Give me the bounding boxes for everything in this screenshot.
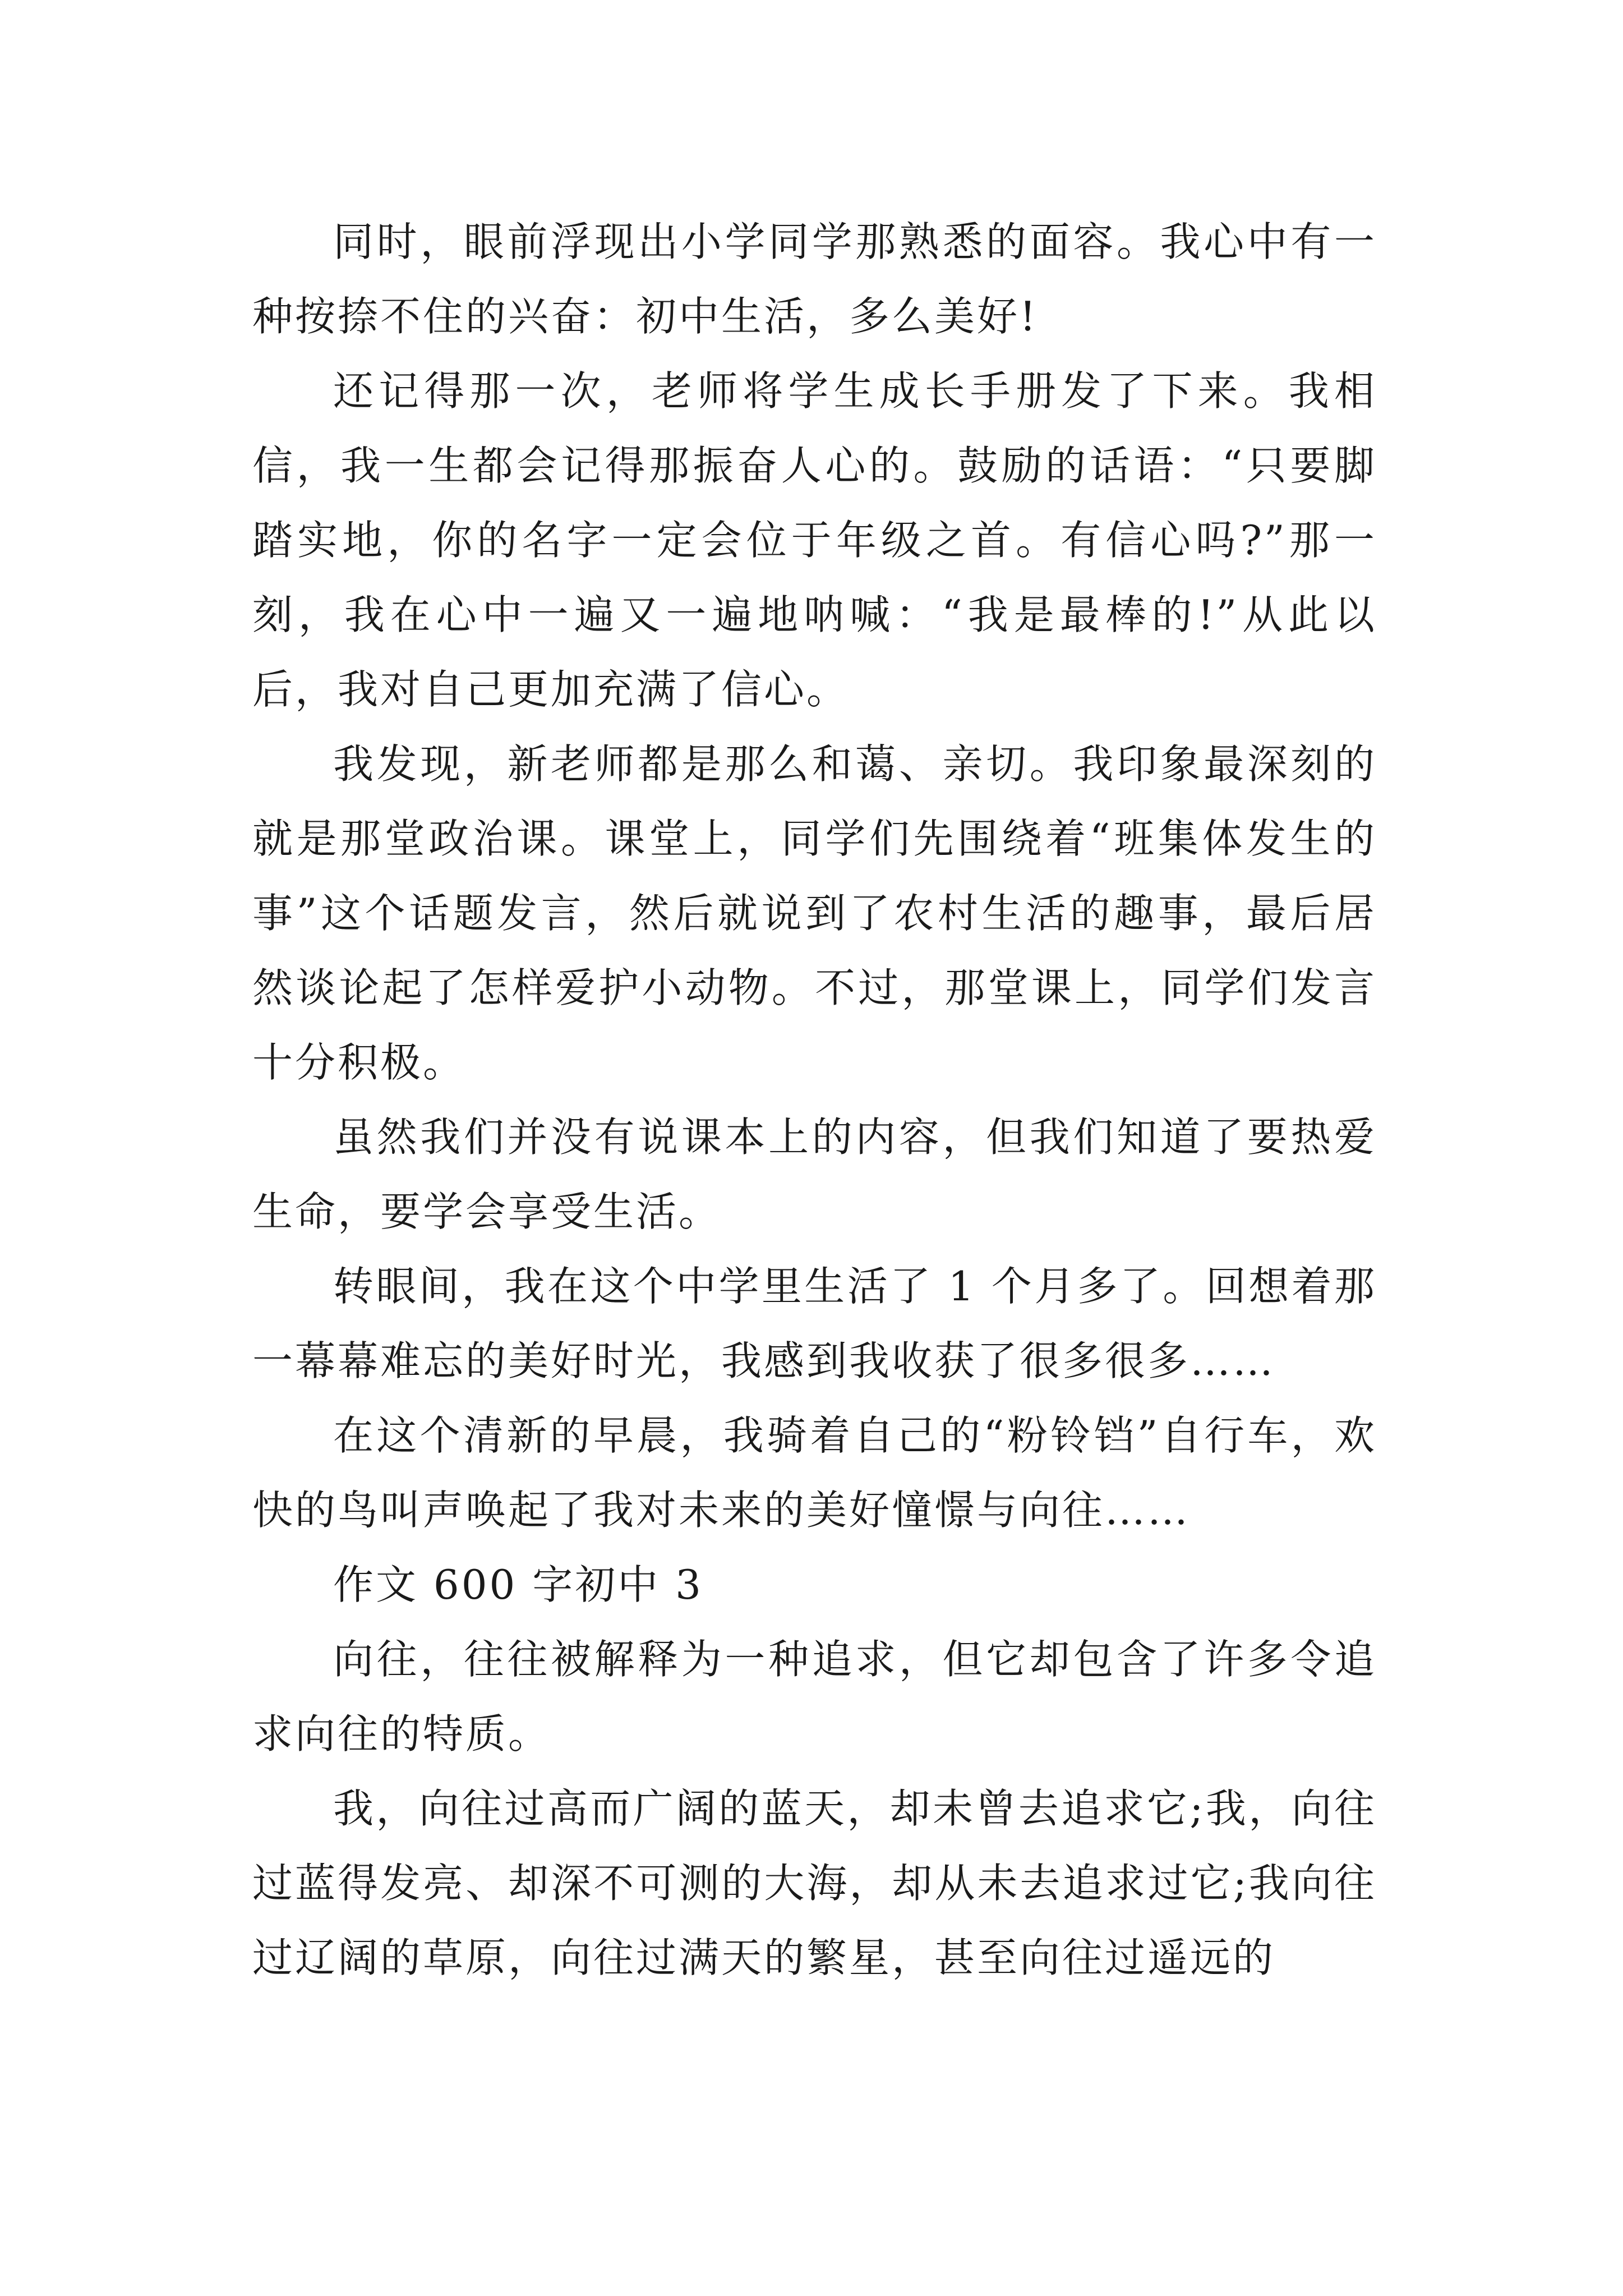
paragraph: 我，向往过高而广阔的蓝天，却未曾去追求它;我，向往过蓝得发亮、却深不可测的大海，却从未去追求过它;我向往过辽阔的草原，向往过满天的繁星，甚至向往过遥远的 — [252, 1785, 1377, 1981]
paragraph: 同时，眼前浮现出小学同学那熟悉的面容。我心中有一种按捺不住的兴奋：初中生活，多么美好! — [252, 218, 1377, 340]
paragraph: 转眼间，我在这个中学里生活了 1 个月多了。回想着那一幕幕难忘的美好时光，我感到我收获了很多很多…… — [252, 1263, 1377, 1384]
document-body — [252, 205, 1377, 1995]
paragraph: 我发现，新老师都是那么和蔼、亲切。我印象最深刻的就是那堂政治课。课堂上，同学们先围绕着“班集体发生的事”这个话题发言，然后就说到了农村生活的趣事，最后居然谈论起了怎样爱护小动物。不过，那堂课上，同学们发言十分积极。 — [252, 740, 1377, 1086]
paragraph: 在这个清新的早晨，我骑着自己的“粉铃铛”自行车，欢快的鸟叫声唤起了我对未来的美好憧憬与向往…… — [252, 1412, 1377, 1534]
paragraph: 还记得那一次，老师将学生成长手册发了下来。我相信，我一生都会记得那振奋人心的。鼓励的话语：“只要脚踏实地，你的名字一定会位于年级之首。有信心吗?”那一刻，我在心中一遍又一遍地呐喊：“我是最棒的!”从此以后，我对自己更加充满了信心。 — [252, 367, 1377, 713]
paragraph: 虽然我们并没有说课本上的内容，但我们知道了要热爱生命，要学会享受生活。 — [252, 1114, 1377, 1235]
paragraph: 向往，往往被解释为一种追求，但它却包含了许多令追求向往的特质。 — [252, 1636, 1377, 1757]
section-heading: 作文 600 字初中 3 — [333, 1561, 703, 1608]
